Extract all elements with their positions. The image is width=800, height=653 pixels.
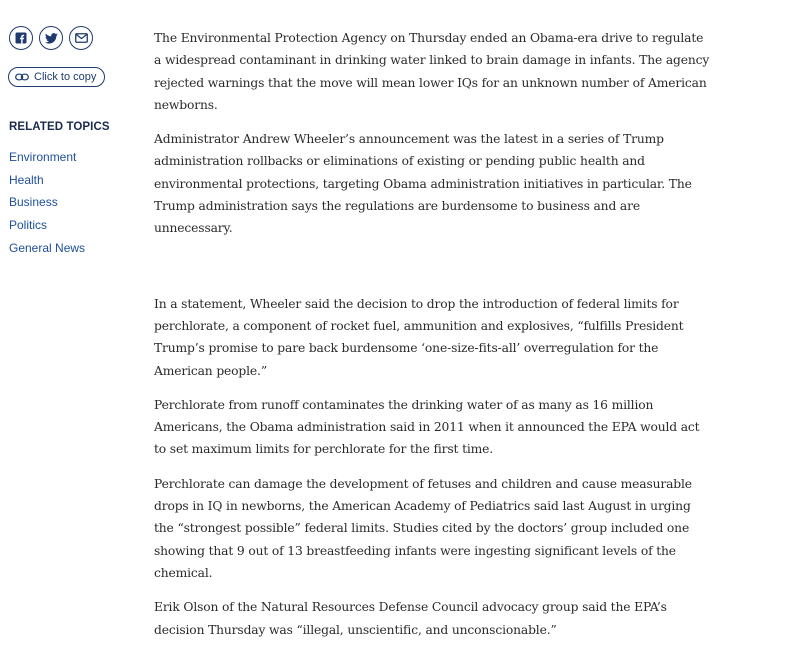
article-paragraph: Erik Olson of the Natural Resources Defense Council advocacy group said the EPA’s decision Thursday was “illegal, unscientific, and unconscionable.” [154,600,667,637]
email-icon [75,33,88,43]
topic-link-politics[interactable]: Politics [9,218,48,233]
topic-link-environment[interactable]: Environment [9,150,77,164]
copy-link-label: Click to copy [34,71,97,83]
article-paragraph: Perchlorate from runoff contaminates the drinking water of as many as 16 million Americans, the Obama administration said in 2011 when it announced the EPA would act to set maximum limits for perchlorate for the first time. [154,397,700,457]
email-share-button[interactable] [69,26,93,50]
facebook-icon [15,32,27,44]
article-paragraph: Administrator Andrew Wheeler’s announcement was the latest in a series of Trump administration rollbacks or eliminations of existing or pending public health and environmental protections, targeting Obama administration initiatives in particular. The Trump administration says the regulations are burdensome to business and are unnecessary. [154,132,692,236]
ad-spacer [154,252,714,293]
article-body [154,27,714,653]
facebook-share-button[interactable] [9,26,33,50]
topic-link-health[interactable]: Health [9,172,44,187]
article-paragraph: The Environmental Protection Agency on Thursday ended an Obama-era drive to regulate a widespread contaminant in drinking water linked to brain damage in infants. The agency rejected warnings that the move will mean lower IQs for an unknown number of American newborns. [154,31,710,112]
article-paragraph: In a statement, Wheeler said the decision to drop the introduction of federal limits for perchlorate, a component of rocket fuel, ammunition and explosives, “fulfills President Trump’s promise to pare back burdensome ‘one-size-fits-all’ overregulation for the American people.” [154,296,684,378]
article-paragraph: Perchlorate can damage the development of fetuses and children and cause measurable drops in IQ in newborns, the American Academy of Pediatrics said last August in urging the “strongest possible” federal limits. Studies cited by the doctors’ group included one showing that 9 out of 13 breastfeeding infants were ingesting significant levels of the chemical. [154,476,692,580]
topic-link-general-news[interactable]: General News [9,240,86,255]
twitter-share-button[interactable] [39,26,63,50]
twitter-icon [45,33,58,44]
link-icon [15,73,29,81]
share-buttons [9,26,93,50]
topic-link-business[interactable]: Business [9,195,58,210]
related-topics-list [9,150,85,263]
copy-link-button[interactable] [8,67,105,87]
related-topics-heading: RELATED TOPICS [9,121,110,133]
